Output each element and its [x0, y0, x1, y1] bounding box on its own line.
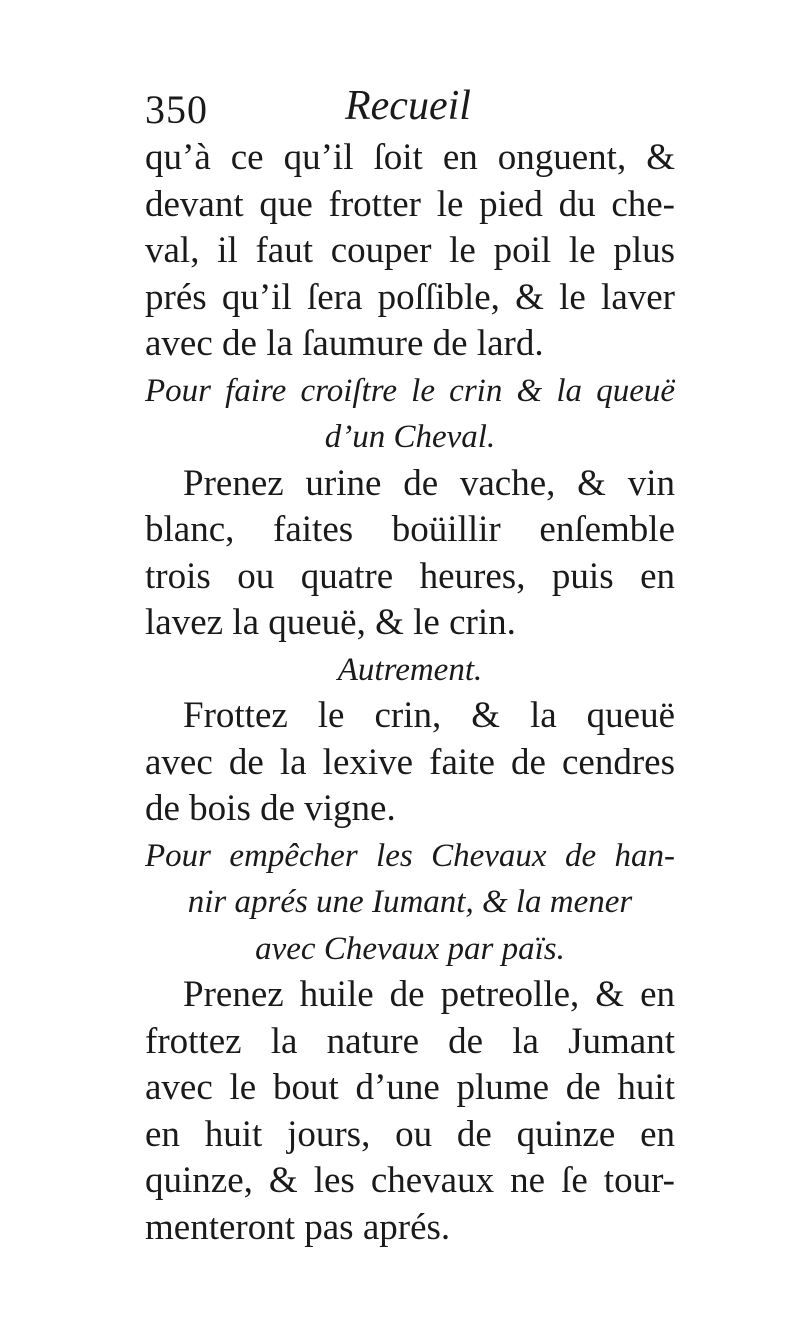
body-text [145, 135, 675, 1251]
page-number: 350 [145, 87, 208, 132]
text-line: val, il faut couper le poil le plus [145, 230, 675, 271]
text-line: de bois de vigne. [145, 788, 396, 829]
text-line: avec le bout d’une plume de huit [145, 1067, 675, 1108]
section-heading: Autrement. [337, 651, 483, 688]
text-line: prés qu’il ſera poſſible, & le laver [145, 276, 675, 318]
text-line: trois ou quatre heures, puis en [145, 555, 675, 597]
section-heading: nir aprés une Iumant, & la mener [187, 884, 633, 920]
page-header [145, 82, 485, 142]
text-line: qu’à ce qu’il ſoit en onguent, & [145, 137, 675, 178]
section-heading: Pour faire croiſtre le crin & la queuë [145, 372, 675, 409]
text-line: Prenez huile de petreolle, & en [183, 974, 675, 1015]
section-heading: d’un Cheval. [324, 419, 496, 455]
text-line: devant que frotter le pied du che- [145, 183, 675, 225]
text-line: blanc, faites boüillir enſemble [145, 509, 675, 550]
text-line: quinze, & les chevaux ne ſe tour- [145, 1160, 675, 1201]
text-line: avec de la lexive faite de cendres [145, 741, 675, 783]
text-line: lavez la queuë, & le crin. [145, 602, 516, 643]
text-line: frottez la nature de la Jumant [145, 1020, 675, 1062]
text-line: avec de la ſaumure de lard. [145, 323, 544, 364]
text-line: menteront pas aprés. [145, 1206, 451, 1248]
section-heading: Pour empêcher les Chevaux de han- [145, 837, 675, 874]
text-line: Frottez le crin, & la queuë [183, 695, 675, 736]
text-line: Prenez urine de vache, & vin [183, 462, 675, 504]
section-heading: avec Chevaux par païs. [255, 930, 565, 967]
text-line: en huit jours, ou de quinze en [145, 1113, 675, 1155]
running-head: Recueil [345, 83, 471, 129]
